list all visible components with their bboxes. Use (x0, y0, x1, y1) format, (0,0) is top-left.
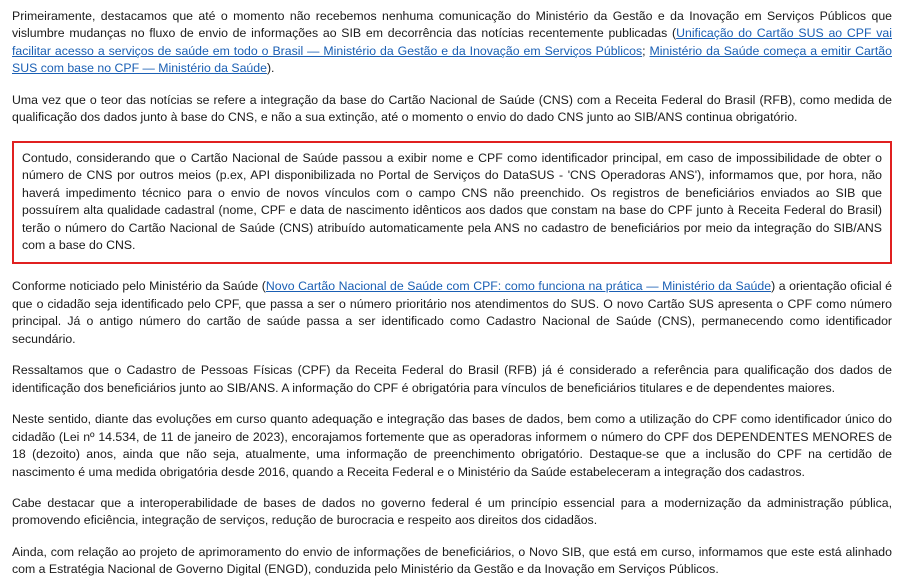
inline-link[interactable]: Unificação do Cartão SUS ao CPF vai facilitar acesso a serviços de saúde em todo o Brasil — Ministério da Gestão e da Inovação em Serviços Públicos (12, 26, 892, 58)
highlighted-note-box (12, 141, 892, 265)
paragraph-text: Ressaltamos que o Cadastro de Pessoas Físicas (CPF) da Receita Federal do Brasil (RFB) já é considerado a referência para qualificação dos dados de identificação dos beneficiários junto ao SIB/ANS. A informação do CPF é obrigatória para vínculos de beneficiários titulares e de dependentes maiores. (12, 363, 892, 395)
paragraph-text: ) a orientação oficial é que o cidadão seja identificado pelo CPF, que passa a ser o número prioritário nos atendimentos do SUS. O novo Cartão SUS apresenta o CPF como número principal. Já o antigo número do cartão de saúde passa a ser identificado como Cadastro Nacional de Saúde (CNS), permanecendo como identificador secundário. (12, 279, 892, 346)
paragraph-text: Ainda, com relação ao projeto de aprimoramento do envio de informações de beneficiários, o Novo SIB, que está em curso, informamos que este está alinhado com a Estratégia Nacional de Governo Digital (ENGD), conduzida pelo Ministério da Gestão e da Inovação em Serviços Públicos. (12, 544, 892, 577)
paragraph-4 (12, 278, 892, 348)
paragraph-5 (12, 362, 892, 397)
paragraph-text: ). (266, 61, 275, 76)
paragraph-text: Cabe destacar que a interoperabilidade de bases de dados no governo federal é um princípio essencial para a modernização da administração pública, promovendo eficiência, integração de serviços, redução de burocracia e respeito aos direitos dos cidadãos. (12, 495, 892, 528)
inline-link[interactable]: Ministério da Saúde começa a emitir Cartão SUS com base no CPF — Ministério da Saúde (12, 43, 892, 76)
paragraph-text: Conforme noticiado pelo Ministério da Saúde ( (12, 279, 266, 294)
highlighted-note-text: Contudo, considerando que o Cartão Nacional de Saúde passou a exibir nome e CPF como identificador principal, em caso de impossibilidade de obter o número de CNS por outros meios (p.ex, API disponibilizada no Portal de Serviços do DataSUS - 'CNS Operadoras ANS'), informamos que, por hora, não haverá impedimento técnico para o envio de novos vínculos com o campo CNS não preenchido. Os registros de beneficiários enviados ao SIB que possuírem alta qualidade cadastral (nome, CPF e data de nascimento idênticos aos dados que constam na base do CPF junto à Receita Federal do Brasil) terão o número do Cartão Nacional de Saúde (CNS) atribuído automaticamente pela ANS no cadastro de beneficiários por meio da integração do SIB/ANS com a base do CNS. (22, 150, 882, 252)
paragraph-6 (12, 411, 892, 481)
paragraph-text: ; (642, 43, 650, 58)
paragraph-text: Primeiramente, destacamos que até o momento não recebemos nenhuma comunicação do Ministério da Gestão e da Inovação em Serviços Públicos que vislumbre mudanças no fluxo de envio de informações ao SIB em decorrência das notícias recentemente publicadas ( (12, 9, 892, 41)
paragraph-1 (12, 8, 892, 78)
inline-link[interactable]: Novo Cartão Nacional de Saúde com CPF: como funciona na prática — Ministério da Saúde (265, 279, 772, 294)
paragraph-8 (12, 544, 892, 579)
paragraph-2 (12, 92, 892, 127)
paragraph-7 (12, 495, 892, 530)
paragraph-text: Uma vez que o teor das notícias se refere a integração da base do Cartão Nacional de Saúde (CNS) com a Receita Federal do Brasil (RFB), como medida de qualificação dos dados junto à base do CNS, e não a sua extinção, até o momento o envio do dado CNS junto ao SIB/ANS continua obrigatório. (12, 92, 892, 125)
paragraph-text: Neste sentido, diante das evoluções em curso quanto adequação e integração das bases de dados, bem como a utilização do CPF como identificador único do cidadão (Lei nº 14.534, de 11 de janeiro de 2023), encorajamos fortemente que as operadoras informem o número do CPF dos DEPENDENTES MENORES de 18 (dezoito) anos, ainda que não seja, atualmente, uma informação de preenchimento obrigatório. Destaque-se que a inclusão do CPF na certidão de nascimento é uma medida obrigatória desde 2016, quando a Receita Federal e o Ministério da Saúde estabeleceram a integração dos cadastros. (12, 412, 892, 479)
